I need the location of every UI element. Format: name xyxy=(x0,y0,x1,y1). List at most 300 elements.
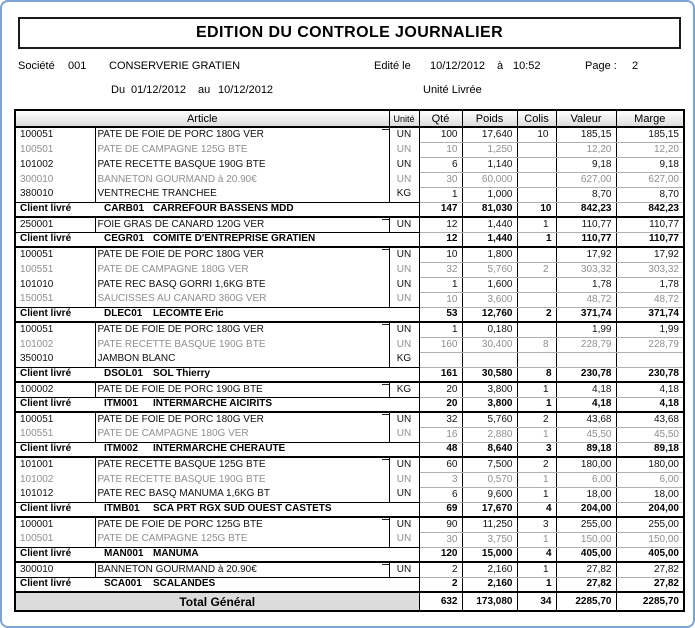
item-row xyxy=(15,157,684,172)
weight-cell: 15,000 xyxy=(462,547,517,562)
unit-cell: UN xyxy=(389,172,419,187)
weight-cell: 2,160 xyxy=(462,577,517,592)
client-total-row xyxy=(15,367,684,382)
qty-cell: 1 xyxy=(419,187,462,202)
margin-cell: 48,72 xyxy=(616,292,684,307)
qty-cell: 2 xyxy=(419,562,462,577)
unit-mode: Unité Livrée xyxy=(423,84,482,96)
client-code-name-cell xyxy=(95,397,419,412)
item-row xyxy=(15,172,684,187)
unit-cell: UN xyxy=(389,517,419,532)
weight-cell: 81,030 xyxy=(462,202,517,217)
client-name: CARREFOUR BASSENS MDD xyxy=(153,203,294,215)
qty-cell: 2 xyxy=(419,577,462,592)
qty-cell: 6 xyxy=(419,487,462,502)
client-name: INTERMARCHE CHERAUTE xyxy=(153,443,286,455)
article-name-cell: BANNETON GOURMAND à 20.90€ xyxy=(95,562,389,577)
colis-cell xyxy=(517,352,556,367)
unit-cell: UN xyxy=(389,337,419,352)
article-code-cell: 300010 xyxy=(15,562,95,577)
qty-cell: 30 xyxy=(419,172,462,187)
unit-cell: UN xyxy=(389,142,419,157)
margin-cell: 180,00 xyxy=(616,457,684,472)
value-cell xyxy=(556,352,616,367)
colis-cell: 10 xyxy=(517,202,556,217)
colis-cell: 2 xyxy=(517,457,556,472)
weight-cell: 3,750 xyxy=(462,532,517,547)
colis-cell: 1 xyxy=(517,427,556,442)
article-code-cell: 250001 xyxy=(15,217,95,232)
value-cell: 12,20 xyxy=(556,142,616,157)
weight-cell: 2,880 xyxy=(462,427,517,442)
item-row xyxy=(15,472,684,487)
client-total-row xyxy=(15,547,684,562)
article-name-cell: PATE RECETTE BASQUE 125G BTE xyxy=(95,457,389,472)
colis-cell: 1 xyxy=(517,577,556,592)
article-name-cell: SAUCISSES AU CANARD 360G VER xyxy=(95,292,389,307)
value-cell: 627,00 xyxy=(556,172,616,187)
margin-cell: 9,18 xyxy=(616,157,684,172)
article-name-cell: VENTRECHE TRANCHEE xyxy=(95,187,389,202)
weight-cell: 3,800 xyxy=(462,397,517,412)
client-row-label: Client livré xyxy=(15,397,95,412)
client-row-label: Client livré xyxy=(15,232,95,247)
colis-cell: 1 xyxy=(517,487,556,502)
grand-total-row xyxy=(15,592,684,611)
value-cell: 2285,70 xyxy=(556,592,616,611)
qty-cell: 53 xyxy=(419,307,462,322)
margin-cell: 204,00 xyxy=(616,502,684,517)
margin-cell: 1,99 xyxy=(616,322,684,337)
margin-cell: 4,18 xyxy=(616,397,684,412)
weight-cell: 1,250 xyxy=(462,142,517,157)
unit-cell: UN xyxy=(389,262,419,277)
qty-cell: 90 xyxy=(419,517,462,532)
client-code: CEGR01 xyxy=(104,233,145,245)
client-code: DSOL01 xyxy=(104,368,143,380)
weight-cell: 0,570 xyxy=(462,472,517,487)
unit-cell: UN xyxy=(389,127,419,142)
value-cell: 230,78 xyxy=(556,367,616,382)
colis-cell: 4 xyxy=(517,547,556,562)
client-code-name-cell xyxy=(95,202,419,217)
qty-cell: 69 xyxy=(419,502,462,517)
qty-cell: 20 xyxy=(419,382,462,397)
colis-cell xyxy=(517,157,556,172)
colis-cell: 10 xyxy=(517,127,556,142)
weight-cell: 1,440 xyxy=(462,217,517,232)
value-cell: 842,23 xyxy=(556,202,616,217)
weight-cell: 12,760 xyxy=(462,307,517,322)
article-code-cell: 300010 xyxy=(15,172,95,187)
margin-cell: 45,50 xyxy=(616,427,684,442)
client-total-row xyxy=(15,397,684,412)
article-name-cell: PATE REC BASQ GORRI 1,6KG BTE xyxy=(95,277,389,292)
qty-cell: 32 xyxy=(419,412,462,427)
article-code-cell: 100551 xyxy=(15,427,95,442)
qty-cell: 3 xyxy=(419,472,462,487)
qty-cell: 48 xyxy=(419,442,462,457)
value-cell: 6,00 xyxy=(556,472,616,487)
article-code-cell: 100051 xyxy=(15,247,95,262)
qty-cell: 147 xyxy=(419,202,462,217)
colis-cell: 1 xyxy=(517,382,556,397)
article-code-cell: 101002 xyxy=(15,157,95,172)
unit-cell: UN xyxy=(389,562,419,577)
unit-cell: UN xyxy=(389,427,419,442)
article-code-cell: 101012 xyxy=(15,487,95,502)
client-code-name-cell xyxy=(95,577,419,592)
margin-cell: 842,23 xyxy=(616,202,684,217)
value-cell: 8,70 xyxy=(556,187,616,202)
margin-cell: 230,78 xyxy=(616,367,684,382)
unit-cell: UN xyxy=(389,277,419,292)
margin-cell: 2285,70 xyxy=(616,592,684,611)
value-cell: 185,15 xyxy=(556,127,616,142)
article-name-cell: PATE DE FOIE DE PORC 180G VER xyxy=(95,127,389,142)
client-code: ITM002 xyxy=(104,443,138,455)
value-cell: 4,18 xyxy=(556,397,616,412)
client-code-name-cell xyxy=(95,307,419,322)
edited-at-label: à xyxy=(497,60,504,72)
article-code-cell: 100051 xyxy=(15,412,95,427)
article-name-cell: BANNETON GOURMAND à 20.90€ xyxy=(95,172,389,187)
unit-cell: UN xyxy=(389,532,419,547)
qty-cell: 10 xyxy=(419,292,462,307)
margin-cell: 185,15 xyxy=(616,127,684,142)
weight-cell: 5,760 xyxy=(462,412,517,427)
unit-cell: KG xyxy=(389,187,419,202)
margin-cell: 4,18 xyxy=(616,382,684,397)
item-row xyxy=(15,322,684,337)
client-name: MANUMA xyxy=(153,548,199,560)
margin-cell: 12,20 xyxy=(616,142,684,157)
societe-code: 001 xyxy=(68,60,87,72)
unit-cell: KG xyxy=(389,382,419,397)
article-name-cell: PATE DE FOIE DE PORC 180G VER xyxy=(95,412,389,427)
column-header-unite: Unité xyxy=(389,110,419,127)
margin-cell: 150,00 xyxy=(616,532,684,547)
colis-cell: 8 xyxy=(517,337,556,352)
article-name-cell: PATE RECETTE BASQUE 190G BTE xyxy=(95,472,389,487)
client-name: COMITE D'ENTREPRISE GRATIEN xyxy=(153,233,316,245)
qty-cell: 120 xyxy=(419,547,462,562)
weight-cell: 1,440 xyxy=(462,232,517,247)
column-header-valeur: Valeur xyxy=(556,110,616,127)
value-cell: 27,82 xyxy=(556,562,616,577)
item-row xyxy=(15,337,684,352)
colis-cell: 1 xyxy=(517,217,556,232)
weight-cell: 30,580 xyxy=(462,367,517,382)
client-code: SCA001 xyxy=(104,578,142,590)
weight-cell: 2,160 xyxy=(462,562,517,577)
unit-cell: UN xyxy=(389,412,419,427)
weight-cell: 3,800 xyxy=(462,382,517,397)
page-label: Page : xyxy=(585,60,617,72)
colis-cell: 1 xyxy=(517,562,556,577)
qty-cell: 60 xyxy=(419,457,462,472)
client-total-row xyxy=(15,202,684,217)
societe-label: Société xyxy=(18,60,55,72)
qty-cell: 6 xyxy=(419,157,462,172)
colis-cell: 1 xyxy=(517,397,556,412)
qty-cell: 632 xyxy=(419,592,462,611)
value-cell: 18,00 xyxy=(556,487,616,502)
weight-cell: 17,670 xyxy=(462,502,517,517)
period-from-date: 01/12/2012 xyxy=(131,84,187,96)
article-name-cell: PATE RECETTE BASQUE 190G BTE xyxy=(95,337,389,352)
margin-cell: 27,82 xyxy=(616,577,684,592)
article-name-cell: PATE REC BASQ MANUMA 1,6KG BT xyxy=(95,487,389,502)
value-cell: 110,77 xyxy=(556,217,616,232)
value-cell: 405,00 xyxy=(556,547,616,562)
client-total-row xyxy=(15,442,684,457)
margin-cell: 303,32 xyxy=(616,262,684,277)
client-row-label: Client livré xyxy=(15,367,95,382)
report-table xyxy=(14,109,685,612)
weight-cell: 5,760 xyxy=(462,262,517,277)
article-code-cell: 100051 xyxy=(15,127,95,142)
colis-cell: 1 xyxy=(517,472,556,487)
qty-cell: 30 xyxy=(419,532,462,547)
margin-cell: 228,79 xyxy=(616,337,684,352)
colis-cell: 2 xyxy=(517,262,556,277)
margin-cell: 1,78 xyxy=(616,277,684,292)
unit-cell: KG xyxy=(389,352,419,367)
page-number: 2 xyxy=(632,60,639,72)
article-name-cell: JAMBON BLANC xyxy=(95,352,389,367)
article-code-cell: 100051 xyxy=(15,322,95,337)
client-code-name-cell xyxy=(95,442,419,457)
item-row xyxy=(15,487,684,502)
item-row xyxy=(15,562,684,577)
colis-cell xyxy=(517,187,556,202)
client-row-label: Client livré xyxy=(15,307,95,322)
colis-cell xyxy=(517,277,556,292)
margin-cell: 89,18 xyxy=(616,442,684,457)
client-row-label: Client livré xyxy=(15,502,95,517)
qty-cell: 1 xyxy=(419,322,462,337)
unit-cell: UN xyxy=(389,217,419,232)
article-code-cell: 100002 xyxy=(15,382,95,397)
weight-cell: 0,180 xyxy=(462,322,517,337)
client-row-label: Client livré xyxy=(15,547,95,562)
article-code-cell: 101002 xyxy=(15,337,95,352)
colis-cell xyxy=(517,172,556,187)
unit-cell: UN xyxy=(389,457,419,472)
article-code-cell: 150051 xyxy=(15,292,95,307)
article-name-cell: PATE DE CAMPAGNE 180G VER xyxy=(95,427,389,442)
colis-cell xyxy=(517,322,556,337)
qty-cell: 100 xyxy=(419,127,462,142)
period-from-label: Du xyxy=(111,84,126,96)
margin-cell: 405,00 xyxy=(616,547,684,562)
client-code-name-cell xyxy=(95,367,419,382)
colis-cell xyxy=(517,292,556,307)
client-name: SCA PRT RGX SUD OUEST CASTETS xyxy=(153,503,332,515)
article-name-cell: PATE DE FOIE DE PORC 190G BTE xyxy=(95,382,389,397)
margin-cell: 17,92 xyxy=(616,247,684,262)
client-code: MAN001 xyxy=(104,548,144,560)
margin-cell: 110,77 xyxy=(616,217,684,232)
margin-cell xyxy=(616,352,684,367)
client-code: ITMB01 xyxy=(104,503,140,515)
weight-cell: 1,140 xyxy=(462,157,517,172)
unit-cell: UN xyxy=(389,247,419,262)
client-name: INTERMARCHE AICIRITS xyxy=(153,398,273,410)
article-code-cell: 100501 xyxy=(15,532,95,547)
unit-cell: UN xyxy=(389,292,419,307)
item-row xyxy=(15,382,684,397)
item-row xyxy=(15,532,684,547)
client-code: CARB01 xyxy=(104,203,145,215)
value-cell: 371,74 xyxy=(556,307,616,322)
qty-cell xyxy=(419,352,462,367)
value-cell: 204,00 xyxy=(556,502,616,517)
weight-cell: 173,080 xyxy=(462,592,517,611)
weight-cell: 8,640 xyxy=(462,442,517,457)
article-name-cell: PATE DE CAMPAGNE 180G VER xyxy=(95,262,389,277)
weight-cell: 9,600 xyxy=(462,487,517,502)
item-row xyxy=(15,127,684,142)
colis-cell: 1 xyxy=(517,232,556,247)
colis-cell: 34 xyxy=(517,592,556,611)
value-cell: 303,32 xyxy=(556,262,616,277)
item-row xyxy=(15,142,684,157)
client-code: DLEC01 xyxy=(104,308,143,320)
weight-cell: 30,400 xyxy=(462,337,517,352)
period-to-label: au xyxy=(198,84,211,96)
margin-cell: 43,68 xyxy=(616,412,684,427)
colis-cell: 2 xyxy=(517,412,556,427)
article-code-cell: 101001 xyxy=(15,457,95,472)
item-row xyxy=(15,262,684,277)
client-code-name-cell xyxy=(95,547,419,562)
article-name-cell: PATE DE CAMPAGNE 125G BTE xyxy=(95,142,389,157)
item-row xyxy=(15,292,684,307)
margin-cell: 18,00 xyxy=(616,487,684,502)
value-cell: 89,18 xyxy=(556,442,616,457)
value-cell: 17,92 xyxy=(556,247,616,262)
weight-cell: 1,000 xyxy=(462,187,517,202)
article-code-cell: 100551 xyxy=(15,262,95,277)
qty-cell: 1 xyxy=(419,277,462,292)
grand-total-label: Total Général xyxy=(15,592,419,611)
table-header-row xyxy=(15,110,684,127)
margin-cell: 371,74 xyxy=(616,307,684,322)
unit-cell: UN xyxy=(389,157,419,172)
article-code-cell: 101002 xyxy=(15,472,95,487)
value-cell: 150,00 xyxy=(556,532,616,547)
colis-cell: 1 xyxy=(517,532,556,547)
item-row xyxy=(15,247,684,262)
value-cell: 110,77 xyxy=(556,232,616,247)
colis-cell: 8 xyxy=(517,367,556,382)
colis-cell xyxy=(517,247,556,262)
weight-cell xyxy=(462,352,517,367)
value-cell: 27,82 xyxy=(556,577,616,592)
value-cell: 1,99 xyxy=(556,322,616,337)
article-name-cell: FOIE GRAS DE CANARD 120G VER xyxy=(95,217,389,232)
unit-cell: UN xyxy=(389,322,419,337)
weight-cell: 17,640 xyxy=(462,127,517,142)
column-header-poids: Poids xyxy=(462,110,517,127)
qty-cell: 160 xyxy=(419,337,462,352)
colis-cell: 2 xyxy=(517,307,556,322)
value-cell: 1,78 xyxy=(556,277,616,292)
qty-cell: 12 xyxy=(419,232,462,247)
article-code-cell: 100501 xyxy=(15,142,95,157)
item-row xyxy=(15,187,684,202)
column-header-qte: Qté xyxy=(419,110,462,127)
colis-cell xyxy=(517,142,556,157)
margin-cell: 627,00 xyxy=(616,172,684,187)
weight-cell: 7,500 xyxy=(462,457,517,472)
client-row-label: Client livré xyxy=(15,442,95,457)
value-cell: 228,79 xyxy=(556,337,616,352)
weight-cell: 60,000 xyxy=(462,172,517,187)
article-code-cell: 100001 xyxy=(15,517,95,532)
client-total-row xyxy=(15,307,684,322)
qty-cell: 16 xyxy=(419,427,462,442)
margin-cell: 8,70 xyxy=(616,187,684,202)
value-cell: 255,00 xyxy=(556,517,616,532)
client-row-label: Client livré xyxy=(15,577,95,592)
client-code-name-cell xyxy=(95,232,419,247)
colis-cell: 3 xyxy=(517,442,556,457)
societe-name: CONSERVERIE GRATIEN xyxy=(109,60,241,72)
margin-cell: 27,82 xyxy=(616,562,684,577)
margin-cell: 110,77 xyxy=(616,232,684,247)
article-name-cell: PATE DE CAMPAGNE 125G BTE xyxy=(95,532,389,547)
qty-cell: 10 xyxy=(419,142,462,157)
client-total-row xyxy=(15,577,684,592)
article-name-cell: PATE DE FOIE DE PORC 180G VER xyxy=(95,322,389,337)
article-name-cell: PATE DE FOIE DE PORC 180G VER xyxy=(95,247,389,262)
value-cell: 43,68 xyxy=(556,412,616,427)
client-row-label: Client livré xyxy=(15,202,95,217)
weight-cell: 3,600 xyxy=(462,292,517,307)
item-row xyxy=(15,457,684,472)
value-cell: 45,50 xyxy=(556,427,616,442)
item-row xyxy=(15,427,684,442)
qty-cell: 32 xyxy=(419,262,462,277)
weight-cell: 11,250 xyxy=(462,517,517,532)
edited-label: Edité le xyxy=(374,60,411,72)
client-total-row xyxy=(15,502,684,517)
unit-cell: UN xyxy=(389,472,419,487)
client-name: SOL Thierry xyxy=(153,368,211,380)
qty-cell: 12 xyxy=(419,217,462,232)
qty-cell: 10 xyxy=(419,247,462,262)
report-title: EDITION DU CONTROLE JOURNALIER xyxy=(18,17,681,49)
value-cell: 9,18 xyxy=(556,157,616,172)
article-name-cell: PATE DE FOIE DE PORC 125G BTE xyxy=(95,517,389,532)
item-row xyxy=(15,277,684,292)
edited-date: 10/12/2012 xyxy=(430,60,486,72)
value-cell: 48,72 xyxy=(556,292,616,307)
article-name-cell: PATE RECETTE BASQUE 190G BTE xyxy=(95,157,389,172)
article-code-cell: 380010 xyxy=(15,187,95,202)
article-code-cell: 350010 xyxy=(15,352,95,367)
value-cell: 180,00 xyxy=(556,457,616,472)
client-code: ITM001 xyxy=(104,398,138,410)
weight-cell: 1,600 xyxy=(462,277,517,292)
item-row xyxy=(15,412,684,427)
column-header-marge: Marge xyxy=(616,110,684,127)
value-cell: 4,18 xyxy=(556,382,616,397)
qty-cell: 20 xyxy=(419,397,462,412)
